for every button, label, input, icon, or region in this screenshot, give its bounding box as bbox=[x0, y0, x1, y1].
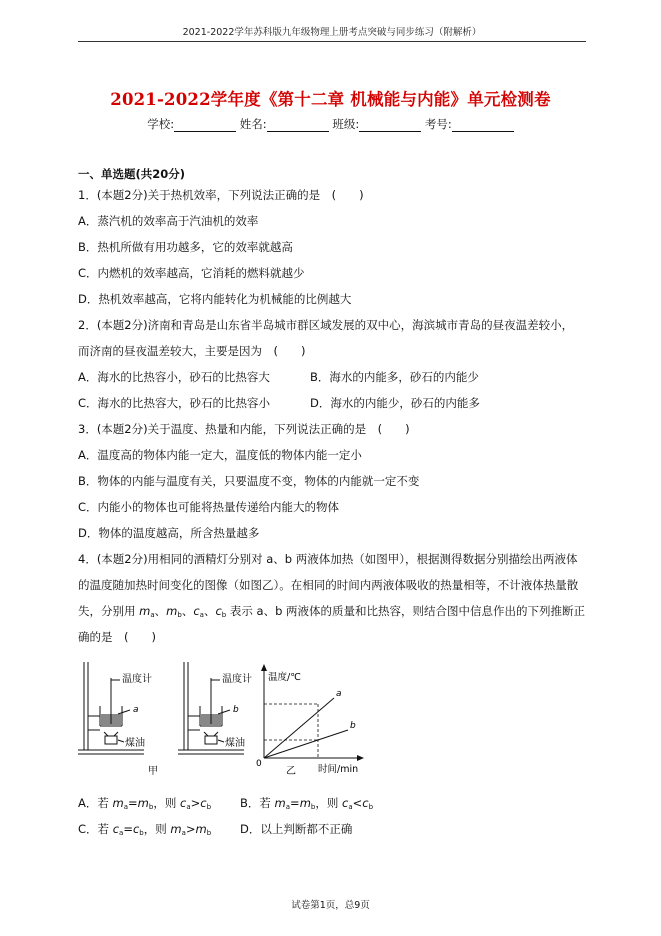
running-header: 2021-2022学年苏科版九年级物理上册考点突破与同步练习（附解析） bbox=[182, 27, 482, 38]
graph-line-b-label: b bbox=[350, 721, 356, 731]
q3-option-b[interactable]: B．物体的内能与温度有关，只要温度不变，物体的内能就一定不变 bbox=[78, 474, 420, 488]
q1-stem: 1．(本题2分)关于热机效率，下列说法正确的是 ( ) bbox=[78, 188, 364, 202]
q4-option-b[interactable]: B．若 $m_a=m_b$，则 $c_a<c_b$ bbox=[240, 796, 374, 811]
q2-option-d[interactable]: D．海水的内能少，砂石的内能多 bbox=[310, 396, 480, 410]
liquid-a-label: a bbox=[133, 705, 139, 715]
thermometer-label-jia: 温度计 bbox=[122, 674, 152, 685]
graph-x-axis-label: 时间/min bbox=[318, 764, 359, 775]
class-blank[interactable] bbox=[359, 119, 421, 132]
header-divider bbox=[78, 41, 586, 42]
number-blank[interactable] bbox=[452, 119, 514, 132]
q4-stem-line1: 4．(本题2分)用相同的酒精灯分别对 a、b 两液体加热（如图甲），根据测得数据分别描绘出两液体 bbox=[78, 552, 578, 566]
q3-stem: 3．(本题2分)关于温度、热量和内能，下列说法正确的是 ( ) bbox=[78, 422, 410, 436]
graph-y-axis-label: 温度/℃ bbox=[268, 672, 301, 683]
liquid-b-label: b bbox=[233, 705, 239, 715]
school-blank[interactable] bbox=[174, 119, 236, 132]
graph-origin-label: 0 bbox=[256, 759, 262, 769]
q4-stem-line3: 失，分别用 $m_a$、$m_b$、$c_a$、$c_b$ 表示 a、b 两液体的质量和比热容，则结合图中信息作出的下列推断正 bbox=[78, 604, 586, 619]
fuel-label-jia: 煤油 bbox=[125, 738, 145, 749]
thermometer-label-b: 温度计 bbox=[222, 674, 252, 685]
q4-option-c[interactable]: C．若 $c_a=c_b$，则 $m_a>m_b$ bbox=[78, 822, 212, 837]
q2-stem-line2: 而济南的昼夜温差较大，主要是因为 ( ) bbox=[78, 344, 306, 358]
q3-option-a[interactable]: A．温度高的物体内能一定大，温度低的物体内能一定小 bbox=[78, 448, 362, 462]
q2-option-c[interactable]: C．海水的比热容大，砂石的比热容小 bbox=[78, 396, 271, 410]
q1-option-c[interactable]: C．内燃机的效率越高，它消耗的燃料就越少 bbox=[78, 266, 305, 280]
figure-yi-label: 乙 bbox=[286, 766, 296, 777]
q4-option-d[interactable]: D．以上判断都不正确 bbox=[240, 822, 353, 836]
fuel-label-b: 煤油 bbox=[225, 738, 245, 749]
student-info-row bbox=[0, 116, 661, 132]
q2-stem-line1: 2．(本题2分)济南和青岛是山东省半岛城市群区域发展的双中心，海滨城市青岛的昼夜温差较小， bbox=[78, 318, 574, 332]
class-label: 班级: bbox=[332, 117, 360, 131]
q1-option-a[interactable]: A．蒸汽机的效率高于汽油机的效率 bbox=[78, 214, 259, 228]
page-title: 2021-2022学年度《第十二章 机械能与内能》单元检测卷 bbox=[110, 90, 551, 109]
name-blank[interactable] bbox=[267, 119, 329, 132]
q4-stem-line4: 确的是 ( ) bbox=[78, 630, 156, 644]
q4-option-a[interactable]: A．若 $m_a=m_b$，则 $c_a>c_b$ bbox=[78, 796, 212, 811]
q3-option-c[interactable]: C．内能小的物体也可能将热量传递给内能大的物体 bbox=[78, 500, 340, 514]
school-label: 学校: bbox=[147, 117, 175, 131]
q1-option-b[interactable]: B．热机所做有用功越多，它的效率就越高 bbox=[78, 240, 293, 254]
q1-option-d[interactable]: D．热机效率越高，它将内能转化为机械能的比例越大 bbox=[78, 292, 352, 306]
q4-stem-line2: 的温度随加热时间变化的图像（如图乙）。在相同的时间内两液体吸收的热量相等，不计液体热量散 bbox=[78, 578, 579, 592]
number-label: 考号: bbox=[424, 117, 452, 131]
q2-option-b[interactable]: B．海水的内能多，砂石的内能少 bbox=[310, 370, 479, 384]
graph-line-a-label: a bbox=[336, 689, 342, 699]
figure-jia-label: 甲 bbox=[148, 766, 158, 777]
page-footer: 试卷第1页，总9页 bbox=[291, 900, 370, 911]
q2-option-a[interactable]: A．海水的比热容小，砂石的比热容大 bbox=[78, 370, 270, 384]
q4-figure bbox=[78, 658, 368, 778]
q3-option-d[interactable]: D．物体的温度越高，所含热量越多 bbox=[78, 526, 260, 540]
name-label: 姓名: bbox=[239, 117, 267, 131]
section-heading: 一、单选题(共20分) bbox=[78, 167, 186, 181]
